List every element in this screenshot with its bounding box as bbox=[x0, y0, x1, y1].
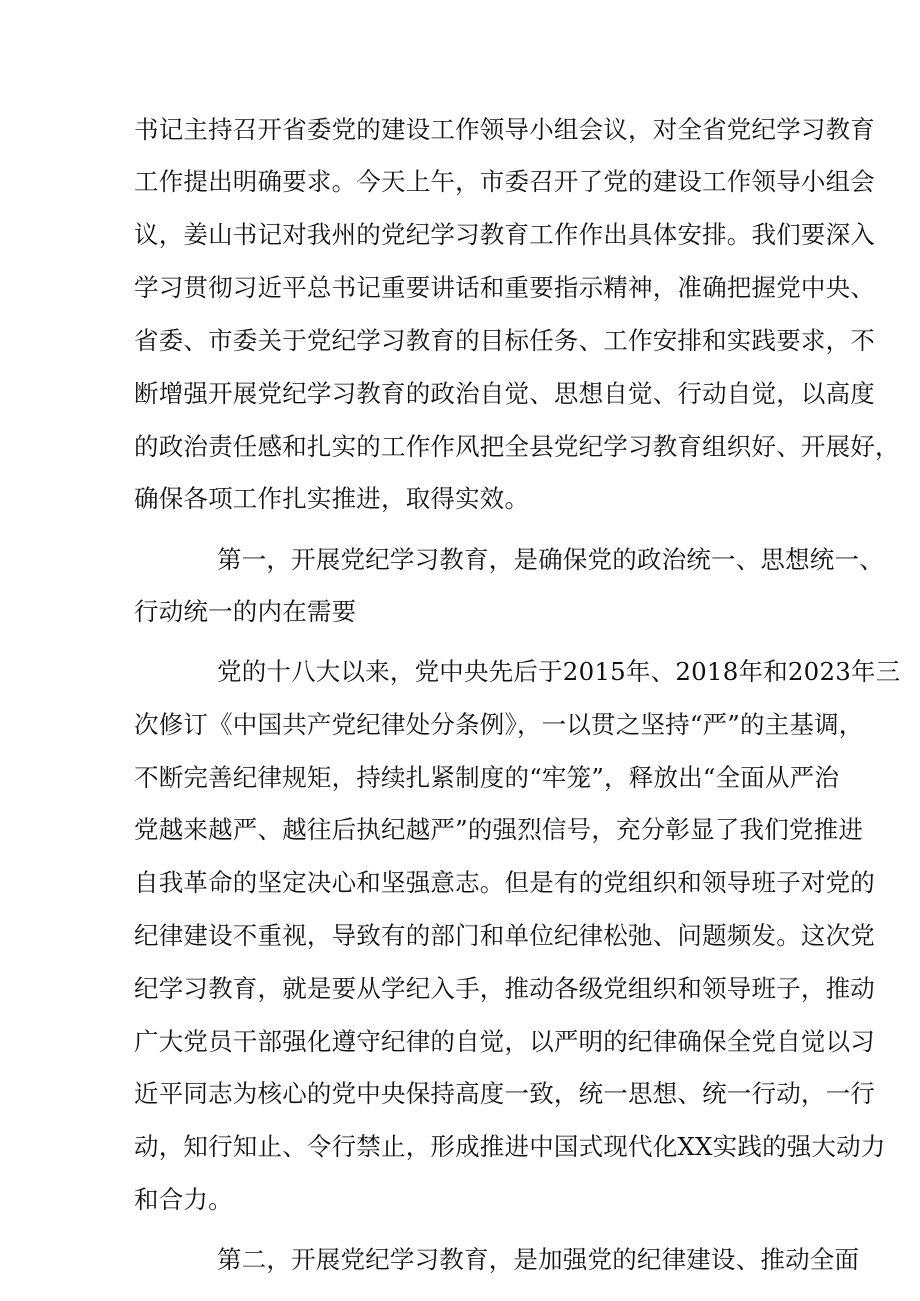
paragraph-2-line-8: 广大党员干部强化遵守纪律的自觉，以严明的纪律确保全党自觉以习 bbox=[134, 1027, 875, 1056]
paragraph-2-line-4: 党越来越严、越往后执纪越严”的强烈信号，充分彰显了我们党推进 bbox=[134, 815, 864, 844]
paragraph-2-line-9: 近平同志为核心的党中央保持高度一致，统一思想、统一行动，一行 bbox=[134, 1079, 875, 1108]
section-heading-1-line-2: 行动统一的内在需要 bbox=[134, 597, 357, 626]
paragraph-1-line-6: 断增强开展党纪学习教育的政治自觉、思想自觉、行动自觉，以高度 bbox=[134, 379, 875, 408]
paragraph-2-line-1: 党的十八大以来，党中央先后于2015年、2018年和2023年三 bbox=[217, 657, 901, 686]
paragraph-1-line-7: 的政治责任感和扎实的工作作风把全县党纪学习教育组织好、开展好， bbox=[134, 432, 900, 461]
section-heading-2-line-1: 第二，开展党纪学习教育，是加强党的纪律建设、推动全面 bbox=[217, 1245, 860, 1274]
paragraph-2-line-5: 自我革命的坚定决心和坚强意志。但是有的党组织和领导班子对党的 bbox=[134, 868, 875, 897]
paragraph-2-line-2: 次修订《中国共产党纪律处分条例》，一以贯之坚持“严”的主基调， bbox=[134, 710, 864, 739]
paragraph-2-line-3: 不断完善纪律规矩，持续扎紧制度的“牢笼”，释放出“全面从严治 bbox=[134, 763, 840, 792]
paragraph-2-line-11: 和合力。 bbox=[134, 1185, 233, 1214]
paragraph-1-line-1: 书记主持召开省委党的建设工作领导小组会议，对全省党纪学习教育 bbox=[134, 115, 875, 144]
paragraph-2-line-10: 动，知行知止、令行禁止，形成推进中国式现代化XX实践的强大动力 bbox=[134, 1132, 886, 1161]
paragraph-1-line-2: 工作提出明确要求。今天上午，市委召开了党的建设工作领导小组会 bbox=[134, 167, 875, 196]
paragraph-1-line-8: 确保各项工作扎实推进，取得实效。 bbox=[134, 484, 530, 513]
paragraph-2-line-7: 纪学习教育，就是要从学纪入手，推动各级党组织和领导班子，推动 bbox=[134, 974, 875, 1003]
paragraph-1-line-3: 议，姜山书记对我州的党纪学习教育工作作出具体安排。我们要深入 bbox=[134, 220, 875, 249]
paragraph-2-line-6: 纪律建设不重视，导致有的部门和单位纪律松弛、问题频发。这次党 bbox=[134, 921, 875, 950]
paragraph-1-line-5: 省委、市委关于党纪学习教育的目标任务、工作安排和实践要求，不 bbox=[134, 326, 875, 355]
paragraph-1-line-4: 学习贯彻习近平总书记重要讲话和重要指示精神，准确把握党中央、 bbox=[134, 273, 875, 302]
section-heading-1-line-1: 第一，开展党纪学习教育，是确保党的政治统一、思想统一、 bbox=[217, 545, 884, 574]
